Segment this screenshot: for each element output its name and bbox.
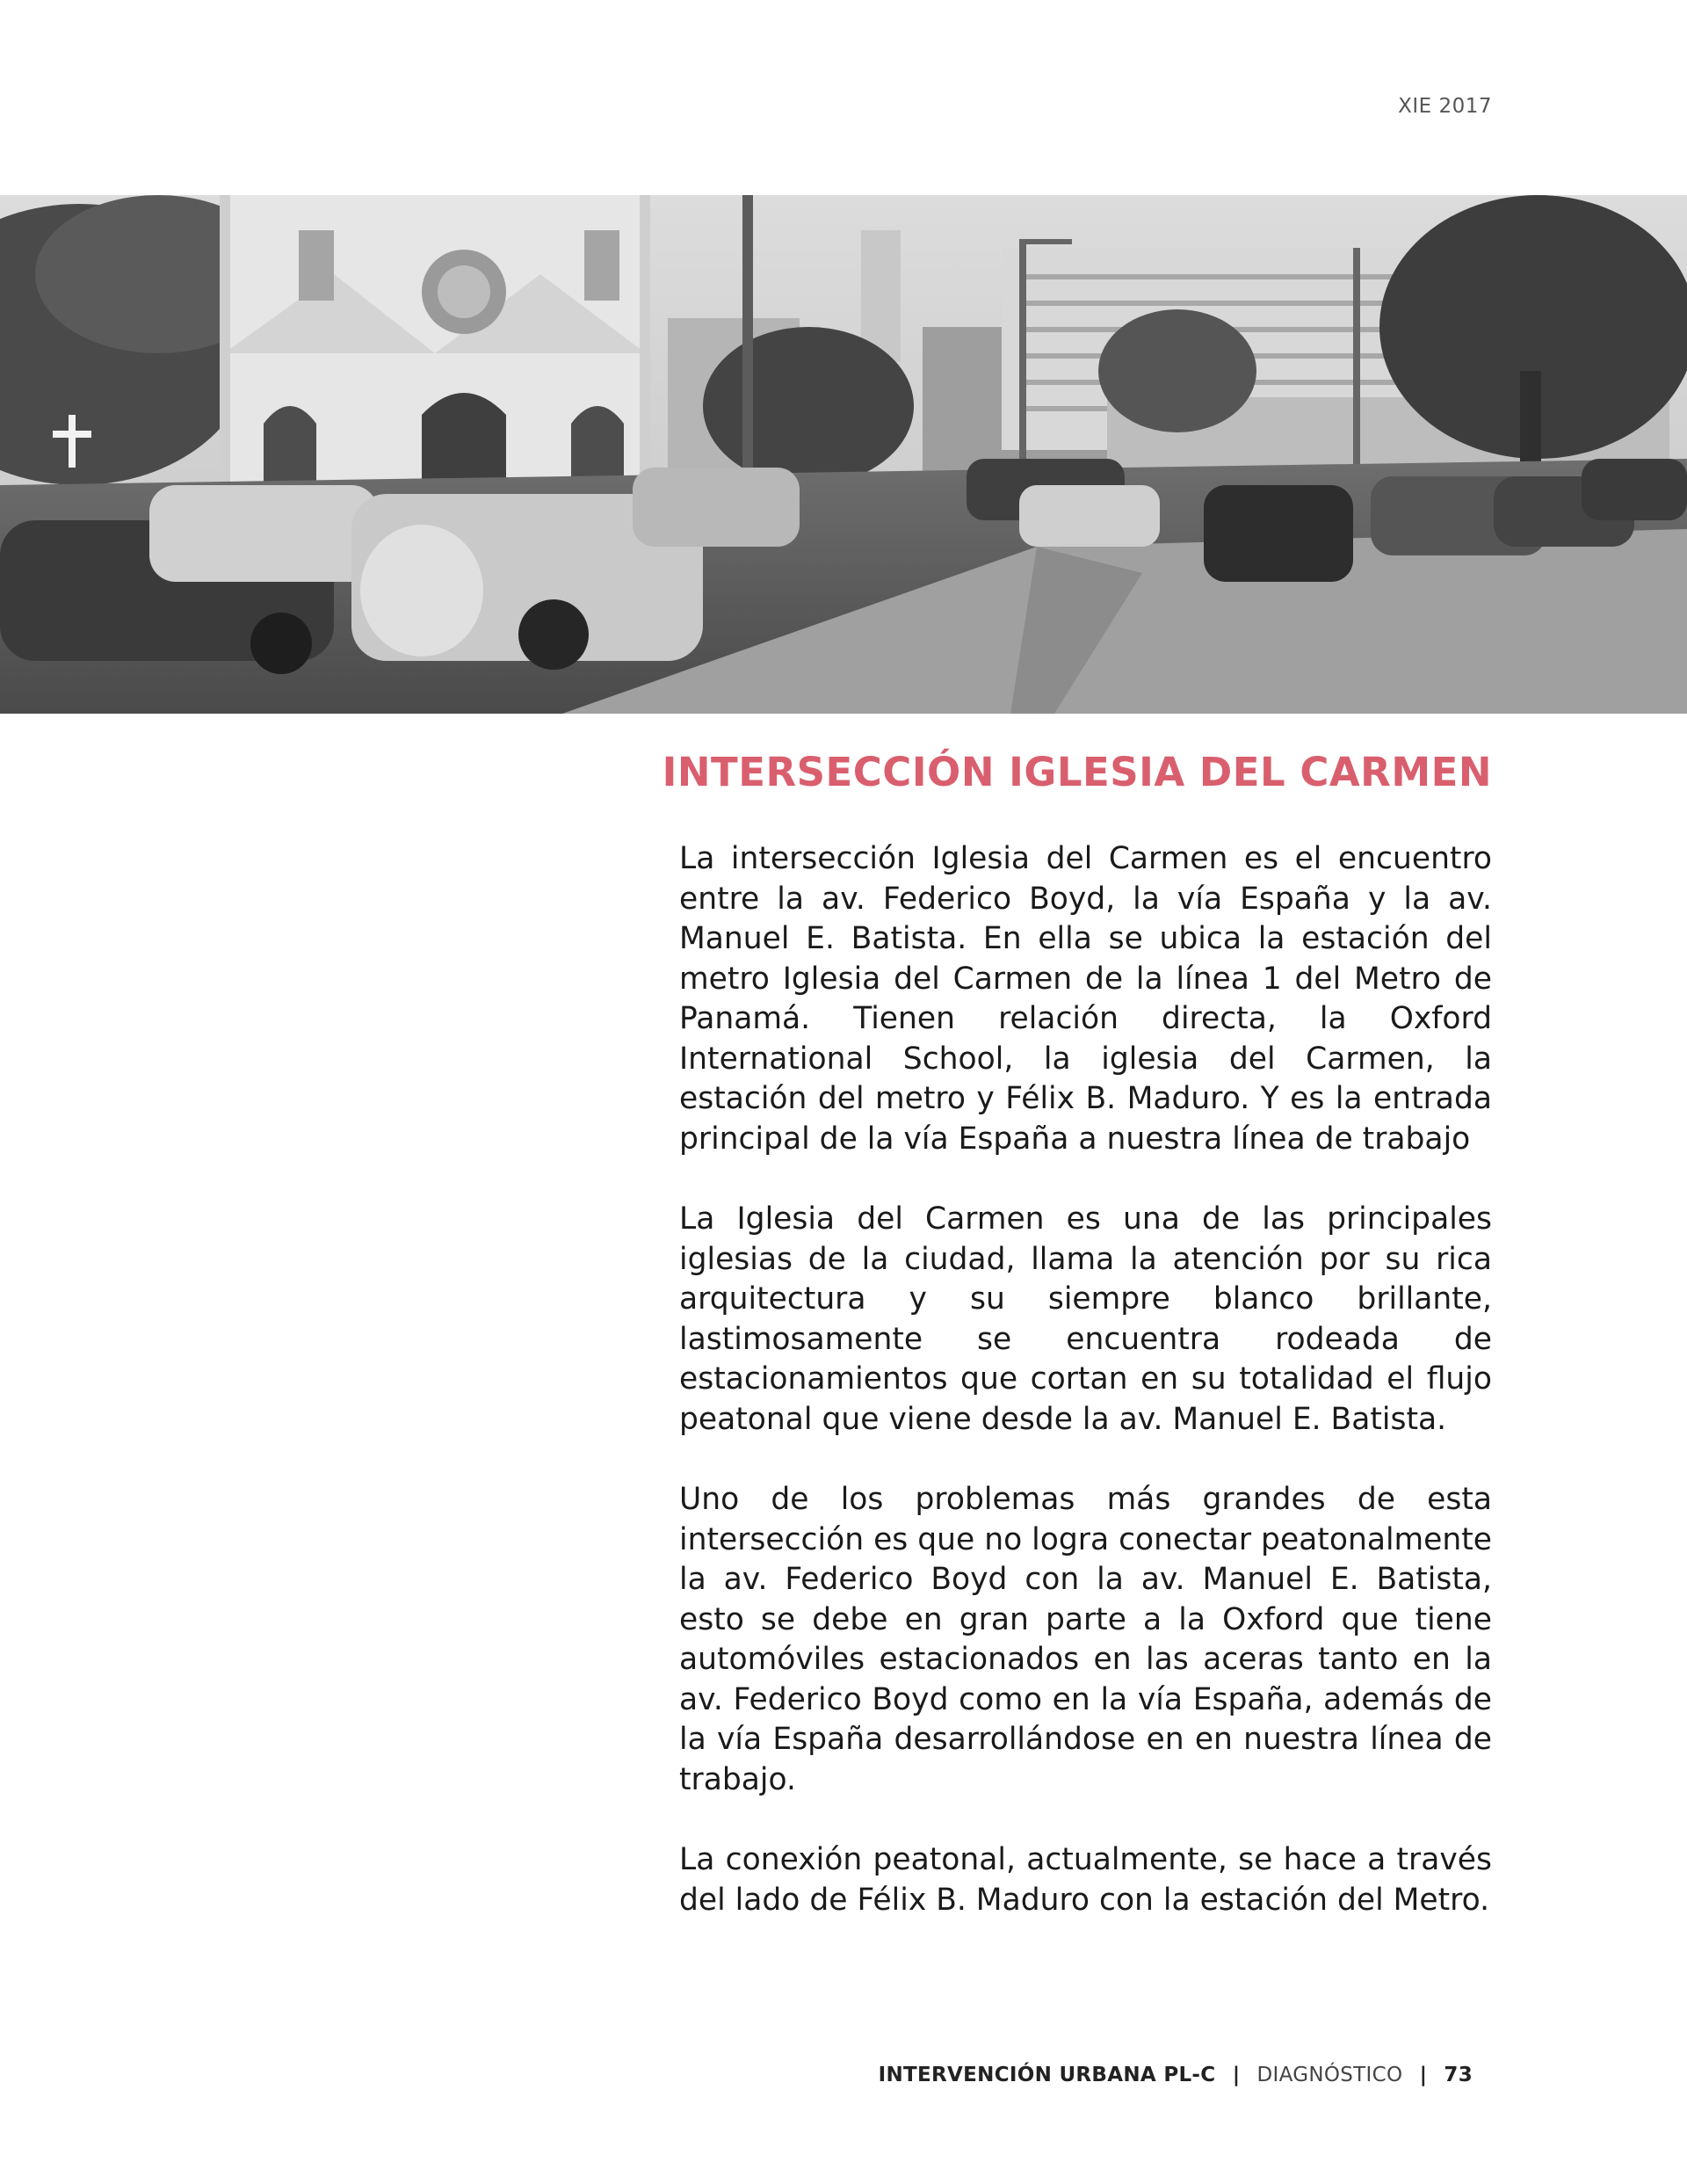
street-photo-icon <box>0 195 1687 714</box>
body-text <box>679 839 1492 1961</box>
section-title: INTERSECCIÓN IGLESIA DEL CARMEN <box>662 749 1492 795</box>
footer-publication: INTERVENCIÓN URBANA PL-C <box>878 2064 1216 2086</box>
street-photo <box>0 195 1687 714</box>
page-footer <box>879 2064 1473 2086</box>
publication-tag: XIE 2017 <box>1398 95 1492 118</box>
footer-chapter: DIAGNÓSTICO <box>1256 2064 1403 2086</box>
page-number: 73 <box>1444 2064 1473 2086</box>
paragraph: Uno de los problemas más grandes de esta intersección es que no logra conectar peatonalmente la av. Federico Boyd con la av. Manuel E. Batista, esto se debe en gran parte a la Oxford que tiene automóviles estacionados en las aceras tanto en la av. Federico Boyd como en la vía España, además de la vía España desarrollándose en en nuestra línea de trabajo. <box>679 1482 1492 1797</box>
paragraph: La Iglesia del Carmen es una de las principales iglesias de la ciudad, llama la atención por su rica arquitectura y su siempre blanco brillante, lastimosamente se encuentra rodeada de estacionamientos que cortan en su totalidad el flujo peatonal que viene desde la av. Manuel E. Batista. <box>679 1201 1492 1437</box>
paragraph: La conexión peatonal, actualmente, se hace a través del lado de Félix B. Maduro con la estación del Metro. <box>679 1842 1492 1918</box>
footer-separator: | <box>1232 2064 1241 2086</box>
paragraph: La intersección Iglesia del Carmen es el encuentro entre la av. Federico Boyd, la vía España y la av. Manuel E. Batista. En ella se ubica la estación del metro Iglesia del Carmen de la línea 1 del Metro de Panamá. Tienen relación directa, la Oxford International School, la iglesia del Carmen, la estación del metro y Félix B. Maduro. Y es la entrada principal de la vía España a nuestra línea de trabajo <box>679 841 1492 1157</box>
footer-separator: | <box>1419 2064 1428 2086</box>
